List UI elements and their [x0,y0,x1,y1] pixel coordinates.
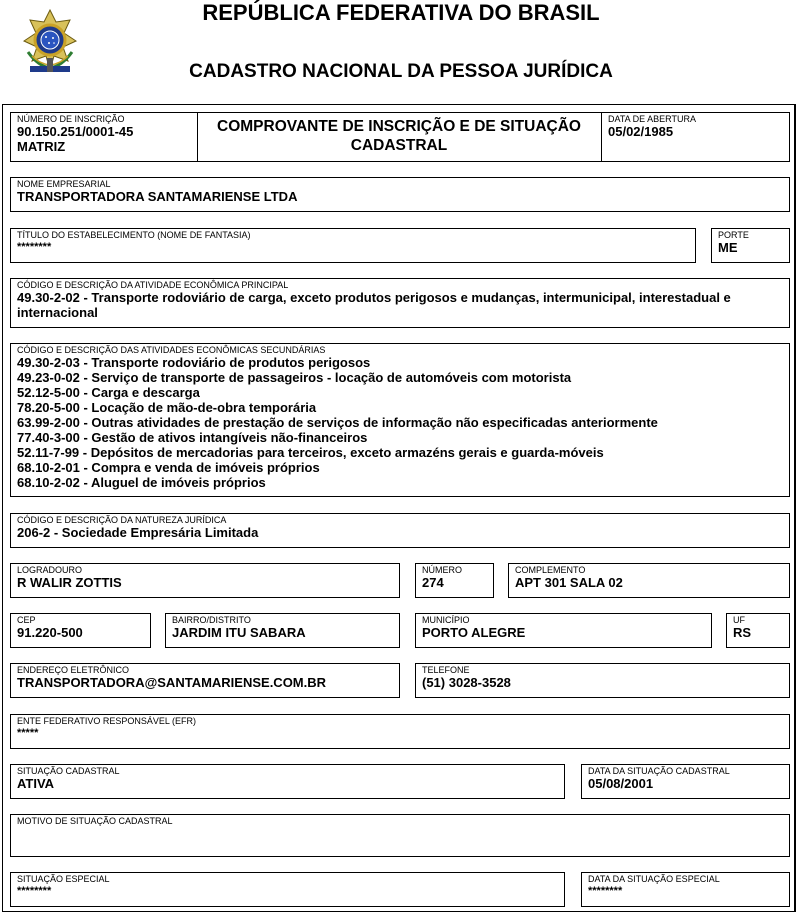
motivo-box [10,814,790,857]
nome-empresarial-box [10,177,790,212]
atividade-principal-box [10,278,790,328]
situacao-box [10,764,565,799]
complemento-value: APT 301 SALA 02 [515,575,623,590]
bairro-box [165,613,400,648]
data-situacao-value: 05/08/2001 [588,776,654,791]
list-item: 49.23-0-02 - Serviço de transporte de passageiros - locação de automóveis com motorista [17,370,572,385]
situacao-especial-value: ******** [17,885,52,897]
efr-value: ***** [17,727,39,739]
municipio-label: MUNICÍPIO [422,615,470,625]
abertura-value: 05/02/1985 [608,124,674,139]
logradouro-value: R WALIR ZOTTIS [17,575,122,590]
motivo-label: MOTIVO DE SITUAÇÃO CADASTRAL [17,816,173,826]
abertura-box [601,112,790,162]
efr-label: ENTE FEDERATIVO RESPONSÁVEL (EFR) [17,716,197,726]
titulo-estabelecimento-label: TÍTULO DO ESTABELECIMENTO (NOME DE FANTASIA) [17,230,251,240]
telefone-label: TELEFONE [422,665,470,675]
list-item: 63.99-2-00 - Outras atividades de prestação de serviços de informação não especificadas anteriormente [17,415,658,430]
logradouro-label: LOGRADOURO [17,565,83,575]
porte-value: ME [718,240,738,255]
data-situacao-especial-box [581,872,790,907]
complemento-label: COMPLEMENTO [515,565,586,575]
comprovante-title: COMPROVANTE DE INSCRIÇÃO E DE SITUAÇÃO CADASTRAL [196,112,602,162]
complemento-box [508,563,790,598]
list-item: 78.20-5-00 - Locação de mão-de-obra temporária [17,400,317,415]
numero-value: 274 [422,575,444,590]
uf-label: UF [733,615,745,625]
inscricao-label: NÚMERO DE INSCRIÇÃO [17,114,125,124]
list-item: 52.12-5-00 - Carga e descarga [17,385,200,400]
list-item: 68.10-2-01 - Compra e venda de imóveis próprios [17,460,320,475]
uf-value: RS [733,625,752,640]
atividade-principal-line2: internacional [17,305,98,320]
data-situacao-especial-value: ******** [588,885,623,897]
telefone-value: (51) 3028-3528 [422,675,511,690]
atividade-principal-line1: 49.30-2-02 - Transporte rodoviário de carga, exceto produtos perigosos e mudanças, intermunicipal, interestadual e [17,290,731,305]
titulo-estabelecimento-value: ******** [17,241,52,253]
email-value: TRANSPORTADORA@SANTAMARIENSE.COM.BR [17,675,327,690]
atividades-secundarias-label: CÓDIGO E DESCRIÇÃO DAS ATIVIDADES ECONÔMICAS SECUNDÁRIAS [17,345,326,355]
cep-label: CEP [17,615,36,625]
email-box [10,663,400,698]
porte-label: PORTE [718,230,749,240]
natureza-juridica-box [10,513,790,548]
inscricao-numero: 90.150.251/0001-45 [17,124,134,139]
data-situacao-box [581,764,790,799]
document-subtitle: CADASTRO NACIONAL DA PESSOA JURÍDICA [189,61,613,82]
bairro-label: BAIRRO/DISTRITO [172,615,251,625]
titulo-estabelecimento-box [10,228,696,263]
natureza-juridica-value: 206-2 - Sociedade Empresária Limitada [17,525,259,540]
nome-empresarial-label: NOME EMPRESARIAL [17,179,111,189]
telefone-box [415,663,790,698]
numero-box [415,563,494,598]
nome-empresarial-value: TRANSPORTADORA SANTAMARIENSE LTDA [17,189,298,204]
list-item: 49.30-2-03 - Transporte rodoviário de produtos perigosos [17,355,371,370]
municipio-value: PORTO ALEGRE [422,625,526,640]
cep-box [10,613,151,648]
situacao-label: SITUAÇÃO CADASTRAL [17,766,120,776]
inscricao-tipo: MATRIZ [17,139,66,154]
document-title: REPÚBLICA FEDERATIVA DO BRASIL [202,0,600,25]
list-item: 77.40-3-00 - Gestão de ativos intangíveis não-financeiros [17,430,368,445]
inscricao-box [10,112,198,162]
situacao-especial-box [10,872,565,907]
cep-value: 91.220-500 [17,625,83,640]
situacao-especial-label: SITUAÇÃO ESPECIAL [17,874,110,884]
bairro-value: JARDIM ITU SABARA [172,625,306,640]
abertura-label: DATA DE ABERTURA [608,114,697,124]
uf-box [726,613,790,648]
list-item: 68.10-2-02 - Aluguel de imóveis próprios [17,475,266,490]
situacao-value: ATIVA [17,776,55,791]
numero-label: NÚMERO [422,565,462,575]
municipio-box [415,613,712,648]
data-situacao-especial-label: DATA DA SITUAÇÃO ESPECIAL [588,874,720,884]
data-situacao-label: DATA DA SITUAÇÃO CADASTRAL [588,766,730,776]
logradouro-box [10,563,400,598]
natureza-juridica-label: CÓDIGO E DESCRIÇÃO DA NATUREZA JURÍDICA [17,515,227,525]
porte-box [711,228,790,263]
list-item: 52.11-7-99 - Depósitos de mercadorias para terceiros, exceto armazéns gerais e guarda-móveis [17,445,604,460]
atividades-secundarias-box [10,343,790,497]
efr-box [10,714,790,749]
atividade-principal-label: CÓDIGO E DESCRIÇÃO DA ATIVIDADE ECONÔMICA PRINCIPAL [17,280,289,290]
email-label: ENDEREÇO ELETRÔNICO [17,665,130,675]
